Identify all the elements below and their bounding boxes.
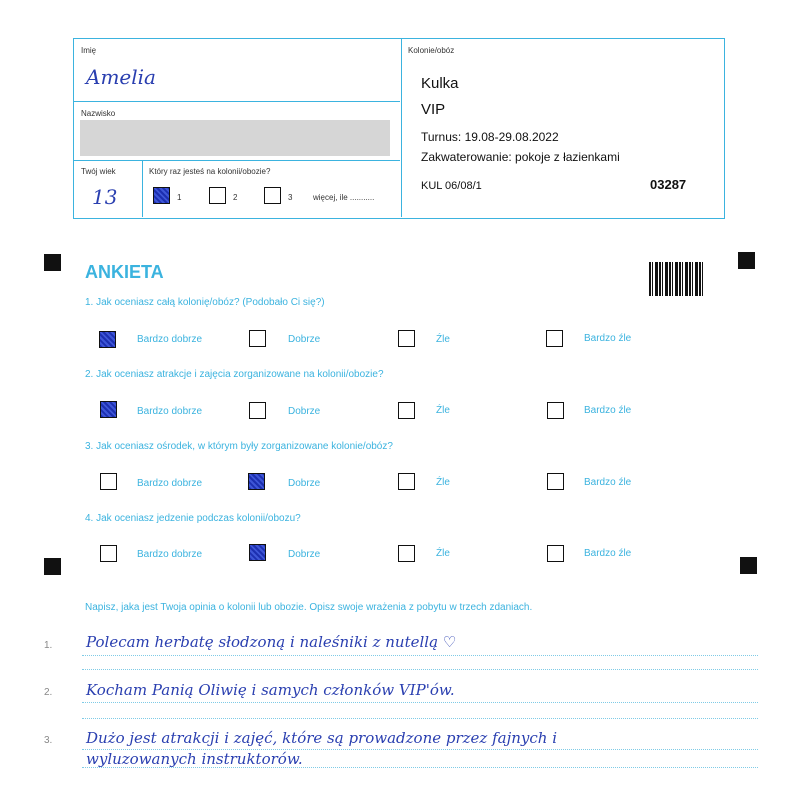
q3-label-dobrze: Dobrze <box>288 478 321 489</box>
question-3: 3. Jak oceniasz ośrodek, w którym były zorganizowane kolonie/obóz? <box>85 441 393 452</box>
q2-option-zle[interactable] <box>398 402 415 419</box>
q4-option-bardzo-zle[interactable] <box>547 545 564 562</box>
q3-option-zle[interactable] <box>398 473 415 490</box>
line-number-2: 2. <box>44 687 53 698</box>
header-form <box>73 38 725 219</box>
q2-option-dobrze[interactable] <box>249 402 266 419</box>
q3-option-bardzo-zle[interactable] <box>547 473 564 490</box>
q3-label-bardzo-dobrze: Bardzo dobrze <box>137 478 203 489</box>
age-label: Twój wiek <box>81 167 116 176</box>
form-number: 03287 <box>650 177 687 192</box>
q4-option-zle[interactable] <box>398 545 415 562</box>
q4-label-bardzo-zle: Bardzo źle <box>584 548 632 559</box>
opinion-answer-3b[interactable]: wyluzowanych instruktorów. <box>86 750 303 768</box>
q4-option-dobrze[interactable] <box>249 544 266 561</box>
camp-code: KUL 06/08/1 <box>421 180 482 192</box>
surname-redacted <box>80 120 390 156</box>
left-column <box>74 39 402 217</box>
q1-option-bardzo-dobrze[interactable] <box>99 331 116 348</box>
times-label: Który raz jesteś na kolonii/obozie? <box>149 167 271 176</box>
name-value[interactable]: Amelia <box>86 65 156 89</box>
accommodation: Zakwaterowanie: pokoje z łazienkami <box>421 150 620 164</box>
answer-line-1a <box>82 655 758 656</box>
q4-label-dobrze: Dobrze <box>288 549 321 560</box>
q1-option-zle[interactable] <box>398 330 415 347</box>
q1-label-bardzo-dobrze: Bardzo dobrze <box>137 334 203 345</box>
times-checkbox-2[interactable] <box>209 187 226 204</box>
surname-label: Nazwisko <box>81 109 116 118</box>
answer-line-2a <box>82 702 758 703</box>
corner-marker-top-left <box>44 254 61 271</box>
times-option-2: 2 <box>233 193 238 202</box>
survey-title: ANKIETA <box>85 262 164 282</box>
q1-option-dobrze[interactable] <box>249 330 266 347</box>
answer-line-3b <box>82 767 758 768</box>
camp-label: Kolonie/obóz <box>408 46 455 55</box>
corner-marker-top-right <box>738 252 755 269</box>
q4-label-zle: Źle <box>436 548 450 559</box>
answer-line-1b <box>82 669 758 670</box>
camp-name: Kulka <box>421 75 459 92</box>
opinion-answer-2[interactable]: Kocham Panią Oliwię i samych członków VIP'ów. <box>86 681 455 699</box>
question-2: 2. Jak oceniasz atrakcje i zajęcia zorganizowane na kolonii/obozie? <box>85 369 384 380</box>
line-number-1: 1. <box>44 640 53 651</box>
times-option-1: 1 <box>177 193 182 202</box>
name-label: Imię <box>81 46 97 55</box>
q3-option-bardzo-dobrze[interactable] <box>100 473 117 490</box>
question-4: 4. Jak oceniasz jedzenie podczas kolonii/obozu? <box>85 513 301 524</box>
name-section <box>74 39 400 102</box>
q1-label-dobrze: Dobrze <box>288 334 321 345</box>
q2-label-dobrze: Dobrze <box>288 406 321 417</box>
times-section <box>143 161 400 217</box>
q3-label-zle: Źle <box>436 477 450 488</box>
age-section <box>74 161 143 217</box>
times-option-3: 3 <box>288 193 293 202</box>
q2-label-zle: Źle <box>436 405 450 416</box>
camp-section <box>404 39 724 217</box>
surname-section <box>74 102 400 161</box>
q2-label-bardzo-zle: Bardzo źle <box>584 405 632 416</box>
answer-line-2b <box>82 718 758 719</box>
q1-label-zle: Źle <box>436 334 450 345</box>
q1-label-bardzo-zle: Bardzo źle <box>584 333 632 344</box>
barcode <box>649 262 703 296</box>
q3-label-bardzo-zle: Bardzo źle <box>584 477 632 488</box>
q4-label-bardzo-dobrze: Bardzo dobrze <box>137 549 203 560</box>
question-1: 1. Jak oceniasz całą kolonię/obóz? (Podobało Ci się?) <box>85 297 325 308</box>
q4-option-bardzo-dobrze[interactable] <box>100 545 117 562</box>
q2-option-bardzo-zle[interactable] <box>547 402 564 419</box>
times-checkbox-1[interactable] <box>153 187 170 204</box>
corner-marker-bottom-left <box>44 558 61 575</box>
line-number-3: 3. <box>44 735 53 746</box>
times-checkbox-3[interactable] <box>264 187 281 204</box>
opinion-answer-1[interactable]: Polecam herbatę słodzoną i naleśniki z nutellą ♡ <box>86 633 457 651</box>
camp-type: VIP <box>421 101 446 118</box>
q2-option-bardzo-dobrze[interactable] <box>100 401 117 418</box>
q3-option-dobrze[interactable] <box>248 473 265 490</box>
age-value[interactable]: 13 <box>92 185 118 209</box>
opinion-prompt: Napisz, jaka jest Twoja opinia o kolonii lub obozie. Opisz swoje wrażenia z pobytu w trzech zdaniach. <box>85 602 533 613</box>
turnus: Turnus: 19.08-29.08.2022 <box>421 130 559 144</box>
q2-label-bardzo-dobrze: Bardzo dobrze <box>137 406 203 417</box>
opinion-answer-3a[interactable]: Dużo jest atrakcji i zajęć, które są prowadzone przez fajnych i <box>86 729 558 747</box>
corner-marker-bottom-right <box>740 557 757 574</box>
times-option-more: więcej, ile ........... <box>313 193 375 202</box>
q1-option-bardzo-zle[interactable] <box>546 330 563 347</box>
